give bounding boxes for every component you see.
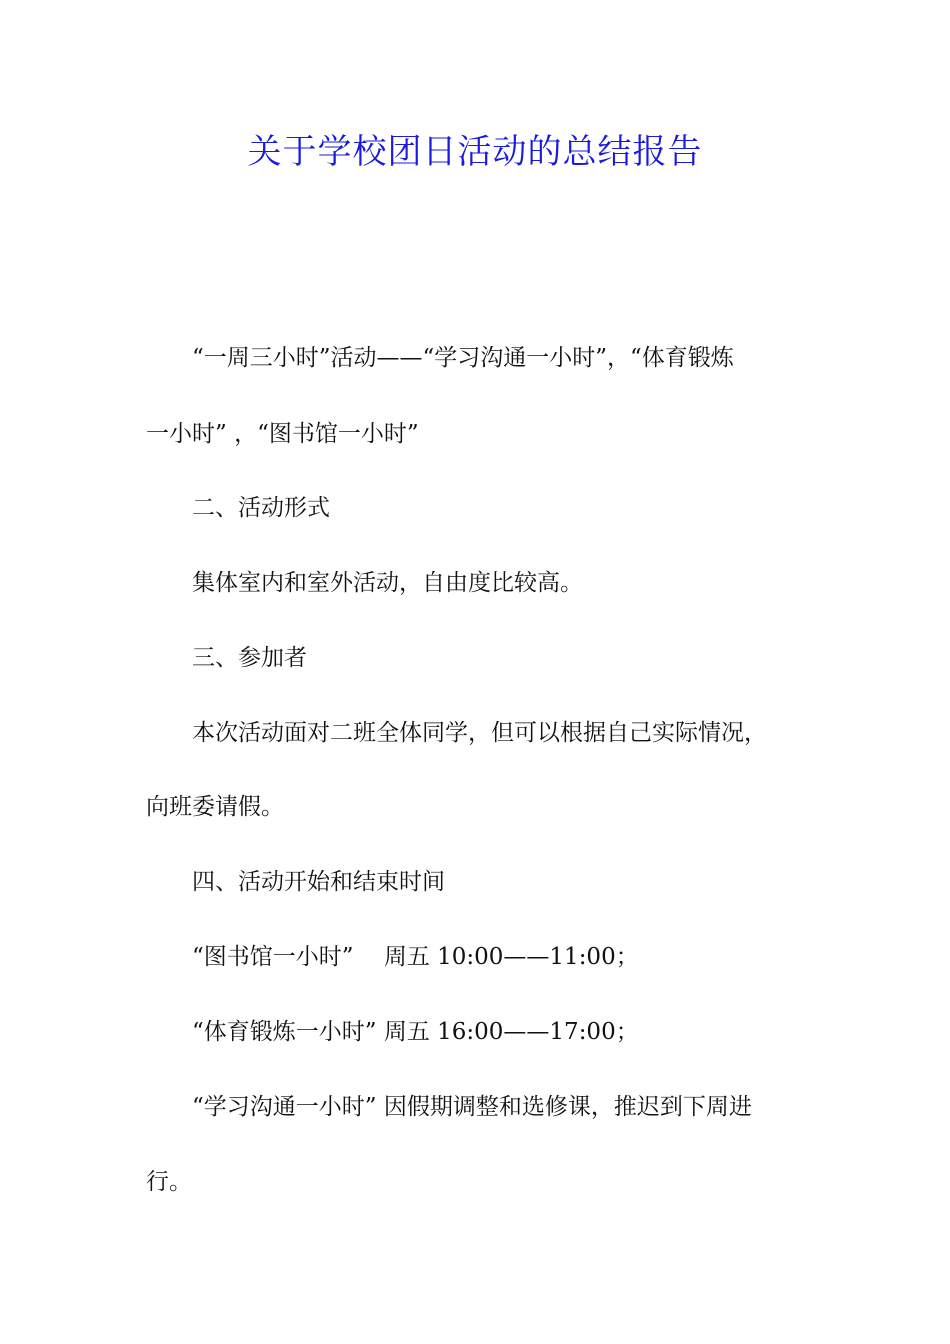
paragraph-form: 集体室内和室外活动，自由度比较高。 (192, 570, 583, 596)
paragraph-activity-line-1: “一周三小时”活动——“学习沟通一小时”，“体育锻炼 (192, 345, 734, 371)
section-heading-participants: 三、参加者 (192, 645, 307, 671)
schedule-sports: “体育锻炼一小时” 周五 16:00——17:00； (192, 1019, 639, 1045)
section-heading-form: 二、活动形式 (192, 495, 330, 521)
schedule-library: “图书馆一小时” 周五 10:00——11:00； (192, 944, 639, 970)
schedule-study-line-1: “学习沟通一小时” 因假期调整和选修课，推迟到下周进 (192, 1094, 752, 1120)
paragraph-activity-line-2: 一小时” ，“图书馆一小时” (146, 421, 419, 447)
schedule-study-line-2: 行。 (146, 1169, 192, 1195)
paragraph-participants-line-1: 本次活动面对二班全体同学，但可以根据自己实际情况， (192, 720, 767, 746)
paragraph-participants-line-2: 向班委请假。 (146, 794, 284, 820)
document-title: 关于学校团日活动的总结报告 (247, 132, 703, 172)
section-heading-time: 四、活动开始和结束时间 (192, 869, 445, 895)
